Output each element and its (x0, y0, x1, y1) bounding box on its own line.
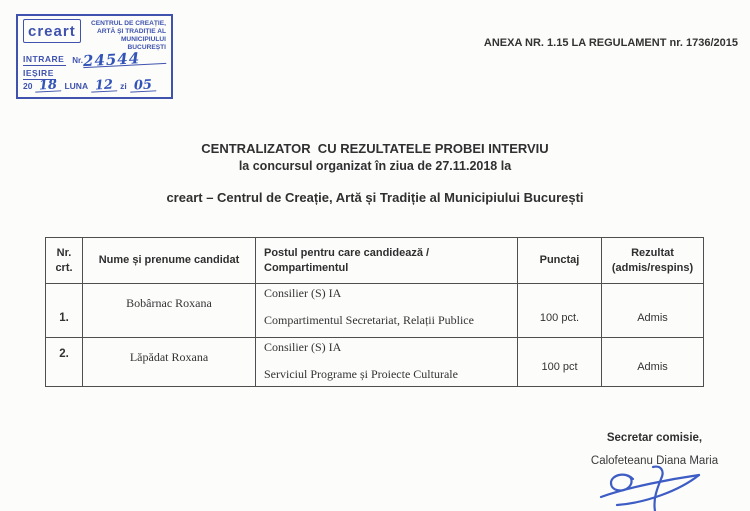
score-value: 100 pct. (518, 284, 602, 338)
score-value: 100 pct (518, 338, 602, 387)
signature-block (567, 432, 742, 511)
row-number: 1. (46, 284, 83, 338)
post-cell (256, 338, 518, 387)
stamp-year-handwritten: 18 (35, 80, 62, 92)
post-department: Compartimentul Secretariat, Relații Publice (264, 313, 474, 327)
stamp-nr-label: Nr. (72, 56, 83, 65)
header-post: Postul pentru care candidează / Compartimentul (256, 238, 518, 284)
registration-stamp (16, 14, 173, 99)
stamp-org-name: CENTRUL DE CREAȚIE, ARTĂ ȘI TRADIȚIE AL MUNICIPIULUI BUCUREȘTI (91, 20, 166, 51)
stamp-day-handwritten: 05 (129, 80, 156, 92)
result-value: Admis (602, 284, 704, 338)
stamp-year-prefix: 20 (23, 81, 33, 91)
results-table (45, 237, 704, 387)
stamp-zi-label: zi (120, 81, 127, 91)
institution-subtitle: creart – Centrul de Creație, Artă și Tradiție al Municipiului București (166, 190, 584, 205)
result-value: Admis (602, 338, 704, 387)
candidate-name: Bobârnac Roxana (83, 284, 256, 338)
stamp-intrare-label: INTRARE (23, 54, 65, 64)
post-title: Consilier (S) IA (264, 286, 342, 300)
stamp-month-handwritten: 12 (91, 80, 118, 92)
stamp-number-line (72, 49, 166, 71)
stamp-iesire-label: IEȘIRE (23, 68, 54, 78)
candidate-name: Lăpădat Roxana (83, 338, 256, 387)
stamp-luna-label: LUNA (64, 81, 89, 91)
stamp-header (23, 19, 166, 52)
stamp-intrare-row (23, 49, 166, 71)
post-cell (256, 284, 518, 338)
post-title: Consilier (S) IA (264, 340, 342, 354)
annex-reference: ANEXA NR. 1.15 LA REGULAMENT nr. 1736/2015 (483, 37, 738, 49)
header-result: Rezultat (admis/respins) (602, 238, 704, 284)
title-line-2: la concursul organizat în ziua de 27.11.2018 la (238, 159, 512, 173)
handwritten-signature (595, 465, 715, 511)
stamp-date-row (23, 77, 166, 94)
signer-role: Secretar comisie, (606, 432, 703, 444)
header-candidate-name: Nume și prenume candidat (83, 238, 256, 284)
post-department: Serviciul Programe și Proiecte Culturale (264, 367, 458, 381)
table-header-row (46, 238, 704, 284)
stamp-nr-handwritten-value: 24544 (83, 51, 167, 68)
signer-name: Calofeteanu Diana Maria (590, 455, 719, 467)
document-title (0, 141, 750, 173)
creart-logo: creart (23, 19, 81, 43)
header-nr-crt: Nr. crt. (46, 238, 83, 284)
header-score: Punctaj (518, 238, 602, 284)
table-row (46, 284, 704, 338)
row-number: 2. (46, 338, 83, 387)
title-line-1: CENTRALIZATOR CU REZULTATELE PROBEI INTERVIU (201, 141, 549, 156)
table-row (46, 338, 704, 387)
